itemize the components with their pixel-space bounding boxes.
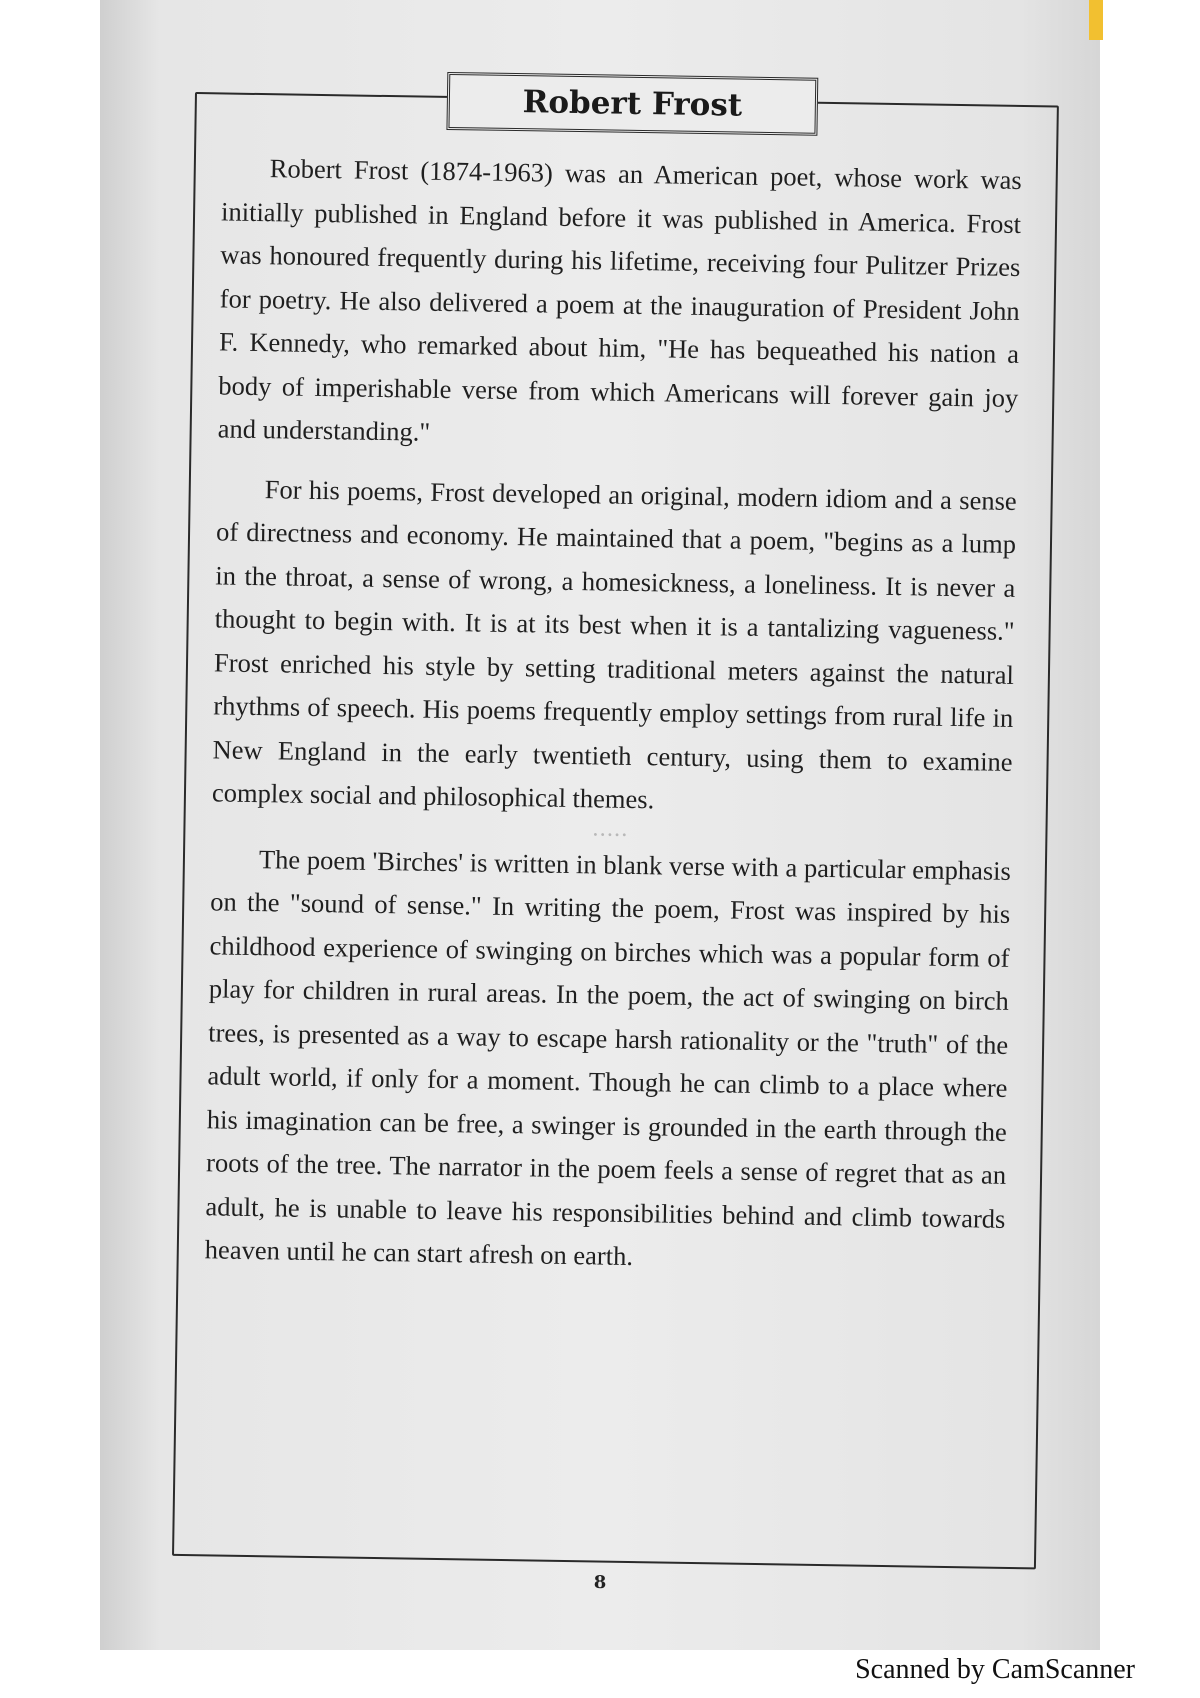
paragraph-biography: Robert Frost (1874-1963) was an American poet, whose work was initially published in England before it was published in America. Frost was honoured frequently during his lifetime, receiving four Pulitzer Prizes for poetry. He also delivered a poem at the inauguration of President John F. Kennedy, who remarked about him, "He has bequeathed his nation a body of imperishable verse from which Americans will forever gain joy and understanding." <box>217 153 1022 447</box>
page-number: 8 <box>593 1572 607 1593</box>
scanner-watermark: Scanned by CamScanner <box>855 1654 1135 1685</box>
body-text <box>204 146 1022 1300</box>
book-page <box>100 0 1100 1650</box>
decorative-divider: ••••• <box>593 826 630 842</box>
page-edge-accent <box>1089 0 1103 40</box>
page-title: Robert Frost <box>522 84 743 124</box>
title-box <box>446 72 818 136</box>
paragraph-style: For his poems, Frost developed an original, modern idiom and a sense of directness and economy. He maintained that a poem, "begins as a lump in the throat, a sense of wrong, a homesickness, a loneliness. It is never a thought to begin with. It is at its best when it is a tantalizing vagueness." Frost enriched his style by setting traditional meters against the natural rhythms of speech. His poems frequently employ settings from rural life in New England in the early twentieth century, using them to examine complex social and philosophical themes. <box>211 473 1017 815</box>
paragraph-birches: The poem 'Birches' is written in blank verse with a particular emphasis on the "sound of sense." In writing the poem, Frost was inspired by his childhood experience of swinging on birches which was a popular form of play for children in rural areas. In the poem, the act of swinging on birch trees, is presented as a way to escape harsh rationality or the "truth" of the adult world, if only for a moment. Though he can climb to a place where his imagination can be free, a swinger is grounded in the earth through the roots of the tree. The narrator in the poem feels a sense of regret that as an adult, he is unable to leave his responsibilities behind and climb towards heaven until he can start afresh on earth. <box>204 843 1012 1272</box>
content-frame <box>172 84 1059 1569</box>
